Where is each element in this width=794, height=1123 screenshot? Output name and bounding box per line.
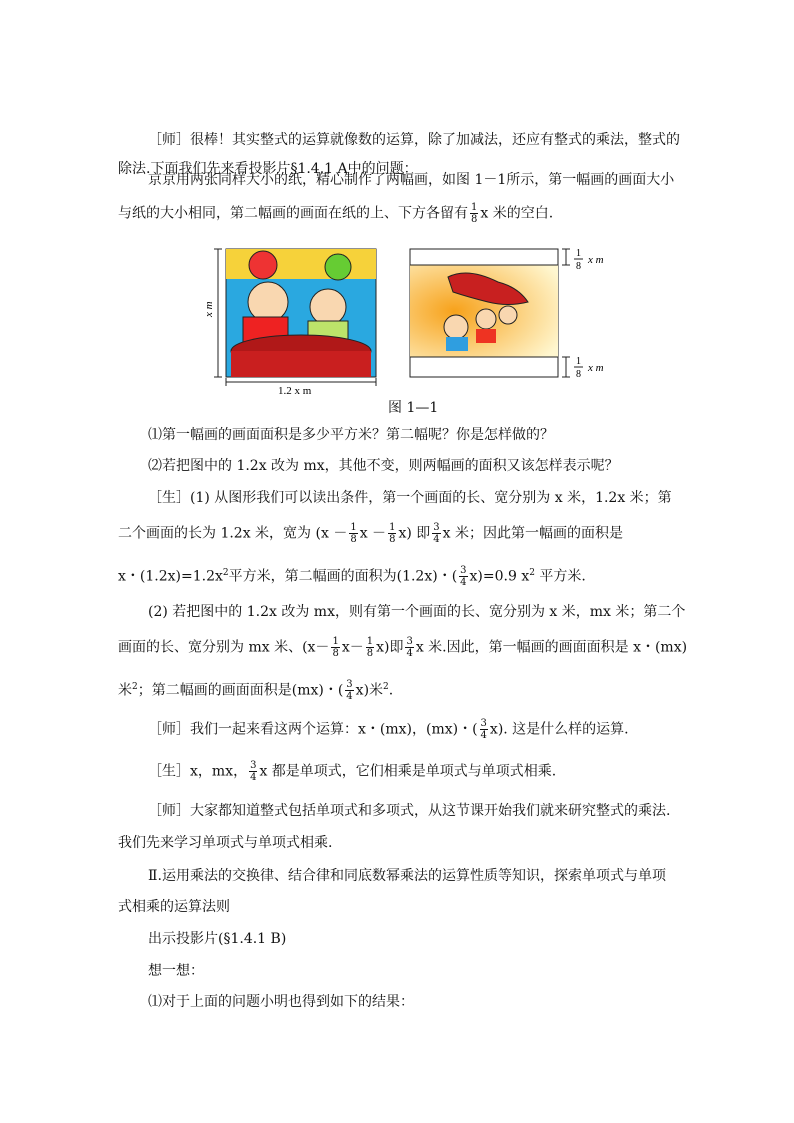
last-line: ⑴对于上面的问题小明也得到如下的结果： — [148, 994, 414, 1010]
top-unit: x m — [588, 254, 604, 266]
teacher-line-3b: 我们先来学习单项式与单项式相乘. — [118, 835, 333, 851]
bottom-frac-num: 1 — [576, 356, 581, 367]
figure-caption: 图 1—1 — [388, 400, 439, 416]
para-1-line-2: 除法.下面我们先来看投影片§1.4.1 A中的问题： — [118, 161, 418, 177]
think-label: 想一想： — [148, 963, 204, 979]
teacher-line-1: ［师］我们一起来看这两个运算：x・(mx)，(mx)・( $\frac{3}{4}$ x). 这是什么样的运算. — [148, 718, 629, 741]
student-answer-line-3: x・$(1.2x)=1.2x^2$平方米，第二幅画的面积为(1.2x)・( $\frac{3}{4}$ x)=0.9 $x^2$ 平方米. — [118, 565, 586, 589]
student-answer-2-line-3: 米$^2$；第二幅画的画面面积是(mx)・( $\frac{3}{4}$ x)米$^2$. — [118, 679, 394, 703]
question-1: ⑴第一幅画的画面面积是多少平方米？第二幅呢？你是怎样做的？ — [148, 427, 554, 443]
para-2-line-2: 与纸的大小相同，第二幅画的画面在纸的上、下方各留有 $\frac{1}{8}$ x 米的空白. — [118, 202, 554, 225]
show-slide: 出示投影片(§1.4.1 B) — [148, 931, 287, 947]
question-2: ⑵若把图中的 1.2x 改为 mx，其他不变，则两幅画的面积又该怎样表示呢？ — [148, 458, 619, 474]
left-width-label: 1.2 x m — [278, 385, 312, 397]
section-2-heading-b: 式相乘的运算法则 — [118, 899, 230, 915]
fraction: $\frac{1}{8}$ — [471, 202, 478, 225]
teacher-line-3a: ［师］大家都知道整式包括单项式和多项式，从这节课开始我们就来研究整式的乘法. — [148, 803, 671, 819]
figure-1-1 — [203, 247, 628, 417]
para-1-line-1: ［师］很棒！其实整式的运算就像数的运算，除了加减法，还应有整式的乘法，整式的 — [148, 132, 680, 148]
student-answer-line-2: 二个画面的长为 1.2x 米，宽为 (x － $\frac{1}{8}$ x － $\frac{1}{8}$ x) 即 $\frac{3}{4}$ x 米；因此第一幅画的面积是 — [118, 522, 623, 545]
top-frac-den: 8 — [576, 261, 581, 272]
para-2-line-1: 京京用两张同样大小的纸，精心制作了两幅画，如图 1－1所示，第一幅画的画面大小 — [148, 172, 675, 188]
bottom-unit: x m — [588, 362, 604, 374]
student-answer-line-1: ［生］(1) 从图形我们可以读出条件，第一个画面的长、宽分别为 x 米，1.2x 米；第 — [148, 490, 672, 506]
left-height-label: x m — [203, 301, 215, 317]
student-answer-2-line-2: 画面的长、宽分别为 mx 米、(x－ $\frac{1}{8}$ x－ $\frac{1}{8}$ x)即 $\frac{3}{4}$ x 米.因此，第一幅画的画面面积是 x・(mx) — [118, 636, 688, 659]
student-answer-2-line-1: (2) 若把图中的 1.2x 改为 mx，则有第一个画面的长、宽分别为 x 米，mx 米；第二个 — [148, 604, 686, 620]
bottom-frac-den: 8 — [576, 369, 581, 380]
top-frac-num: 1 — [576, 248, 581, 259]
section-2-heading-a: Ⅱ.运用乘法的交换律、结合律和同底数幂乘法的运算性质等知识，探索单项式与单项 — [148, 868, 666, 884]
student-line-2: ［生］x，mx， $\frac{3}{4}$ x 都是单项式，它们相乘是单项式与单项式相乘. — [148, 760, 557, 783]
